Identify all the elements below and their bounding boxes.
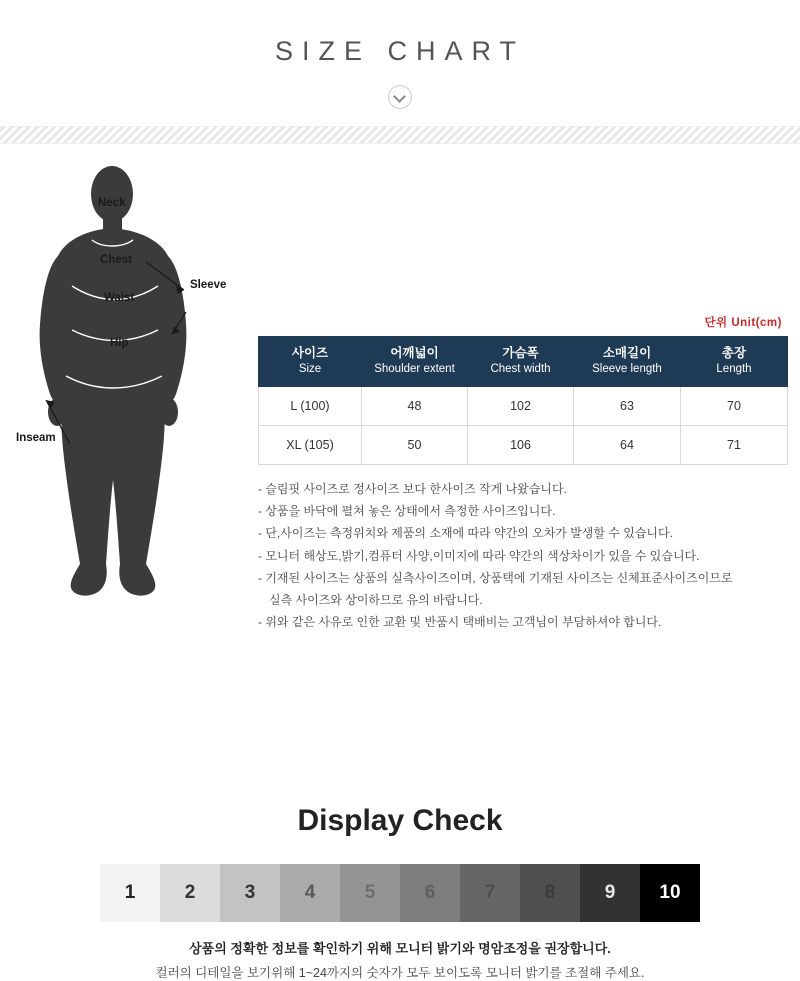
body-measurement-figure <box>0 144 255 644</box>
note-line: - 슬림핏 사이즈로 정사이즈 보다 한사이즈 작게 나왔습니다. <box>258 482 567 496</box>
note-line: - 위와 같은 사유로 인한 교환 및 반품시 택배비는 고객님이 부담하셔야 합니다. <box>258 615 662 630</box>
figure-label-neck: Neck <box>98 197 126 209</box>
chevron-down-icon <box>388 85 412 109</box>
size-chart-body <box>0 144 800 980</box>
note-line: - 모니터 해상도,밝기,컴퓨터 사양,이미지에 따라 약간의 색상차이가 있을 수 있습니다. <box>258 548 700 563</box>
mannequin-illustration <box>0 144 255 644</box>
cell-chest: 106 <box>468 426 574 465</box>
size-notes <box>258 478 788 633</box>
table-header-size-ko: 사이즈 <box>291 346 329 360</box>
table-header-size <box>259 337 362 387</box>
page-title: SIZE CHART <box>274 36 526 66</box>
figure-label-hip: Hip <box>110 337 129 349</box>
display-check-section <box>0 804 800 981</box>
swatch-4: 4 <box>280 864 340 922</box>
table-header-chest-ko: 가슴폭 <box>502 346 539 360</box>
table-header-sleeve-en: Sleeve length <box>592 362 662 375</box>
figure-label-waist: Waist <box>104 292 135 304</box>
table-header-chest <box>468 337 574 387</box>
size-table-area <box>258 314 782 465</box>
page-header <box>0 0 800 109</box>
swatch-2: 2 <box>160 864 220 922</box>
unit-label: 단위 Unit(cm) <box>704 317 782 329</box>
table-header-row <box>259 337 788 387</box>
cell-size: L (100) <box>259 387 362 426</box>
size-table <box>258 336 788 465</box>
note-line: - 상품을 바닥에 펼쳐 놓은 상태에서 측정한 사이즈입니다. <box>258 504 556 519</box>
table-header-shoulder-ko: 어깨넓이 <box>390 346 439 360</box>
cell-shoulder: 48 <box>362 387 468 426</box>
swatch-6: 6 <box>400 864 460 922</box>
swatch-8: 8 <box>520 864 580 922</box>
note-line: - 기재된 사이즈는 상품의 실측사이즈이며, 상품택에 기재된 사이즈는 신체표준사이즈이므로 <box>258 570 733 585</box>
table-header-length-ko: 총장 <box>721 346 747 360</box>
table-header-length <box>681 337 788 387</box>
cell-shoulder: 50 <box>362 426 468 465</box>
figure-label-chest: Chest <box>100 254 132 266</box>
note-line: - 단,사이즈는 측정위치와 제품의 소재에 따라 약간의 오차가 발생할 수 있습니다. <box>258 526 673 541</box>
table-header-length-en: Length <box>716 362 752 375</box>
display-check-swatches <box>100 864 700 922</box>
display-check-title: Display Check <box>297 804 503 837</box>
cell-sleeve: 63 <box>574 387 681 426</box>
note-line: 실측 사이즈와 상이하므로 유의 바랍니다. <box>269 592 483 607</box>
cell-size: XL (105) <box>259 426 362 465</box>
cell-sleeve: 64 <box>574 426 681 465</box>
cell-length: 70 <box>681 387 788 426</box>
table-header-sleeve <box>574 337 681 387</box>
cell-length: 71 <box>681 426 788 465</box>
display-check-caption-primary: 상품의 정확한 정보를 확인하기 위해 모니터 밝기와 명암조정을 권장합니다. <box>189 941 611 956</box>
swatch-5: 5 <box>340 864 400 922</box>
figure-label-sleeve: Sleeve <box>190 279 227 291</box>
table-header-shoulder <box>362 337 468 387</box>
swatch-7: 7 <box>460 864 520 922</box>
table-header-chest-en: Chest width <box>490 362 551 375</box>
table-header-sleeve-ko: 소매길이 <box>602 346 652 360</box>
cell-chest: 102 <box>468 387 574 426</box>
table-header-shoulder-en: Shoulder extent <box>374 362 455 375</box>
figure-label-inseam: Inseam <box>16 432 56 444</box>
table-row <box>259 387 788 426</box>
swatch-1: 1 <box>100 864 160 922</box>
swatch-10: 10 <box>640 864 700 922</box>
display-check-caption-secondary: 컬러의 디테일을 보기위해 1~24까지의 숫자가 모두 보이도록 모니터 밝기를 조절해 주세요. <box>155 966 645 980</box>
table-header-size-en: Size <box>298 362 322 375</box>
swatch-3: 3 <box>220 864 280 922</box>
table-row <box>259 426 788 465</box>
stripe-divider <box>0 126 800 144</box>
swatch-9: 9 <box>580 864 640 922</box>
